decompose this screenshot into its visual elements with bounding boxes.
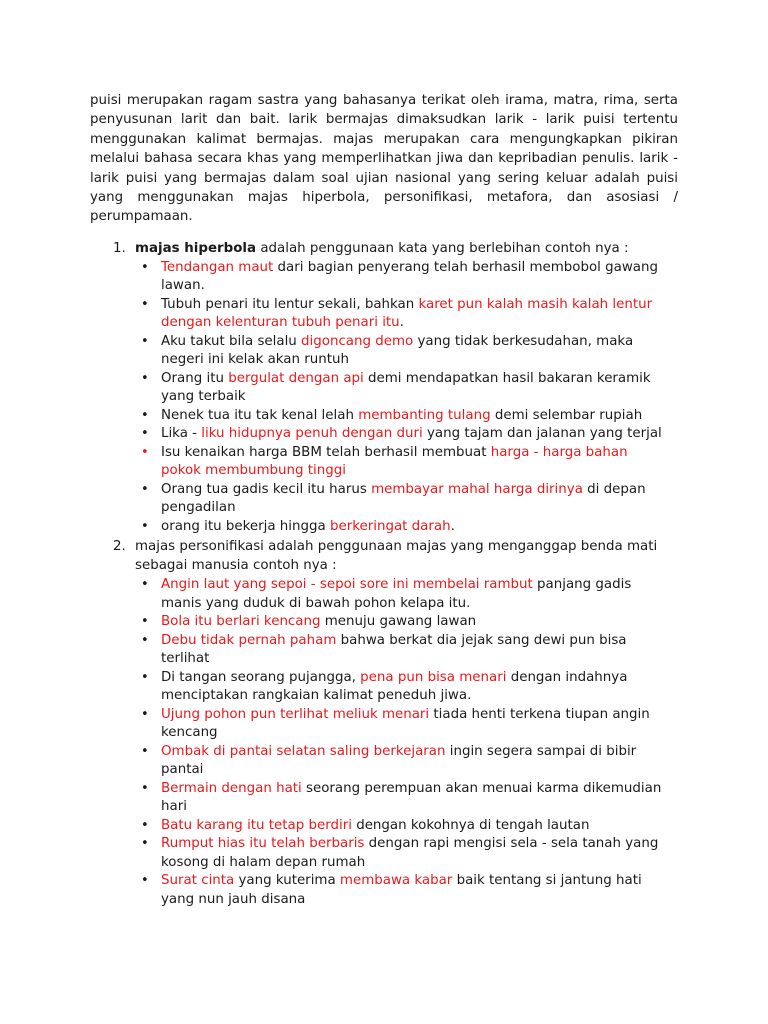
example-item (135, 743, 678, 780)
highlighted-majas-phrase: Batu karang itu tetap berdiri (161, 817, 352, 833)
example-item (135, 632, 678, 669)
example-item (135, 576, 678, 613)
example-text: menuju gawang lawan (320, 614, 477, 630)
example-text: Orang itu (161, 370, 229, 386)
example-text: yang kuterima (234, 873, 340, 889)
bullet-icon: • (141, 614, 149, 630)
highlighted-majas-phrase: Bola itu berlari kencang (161, 614, 321, 630)
example-text: dengan indahnya menciptakan rangkaian kalimat peneduh jiwa. (161, 669, 628, 704)
example-item (135, 518, 678, 537)
intro-paragraph: puisi merupakan ragam sastra yang bahasanya terikat oleh irama, matra, rima, serta penyusunan larit dan bait. larik bermajas dimaksudkan larik - larik puisi tertentu menggunakan kalimat bermajas. majas merupakan cara mengungkapkan pikiran melalui bahasa secara khas yang memperlihatkan jiwa dan kepribadian penulis. larik - larik puisi yang bermajas dalam soal ujian nasional yang sering keluar adalah puisi yang menggunakan majas hiperbola, personifikasi, metafora, dan asosiasi / perumpamaan. (90, 93, 678, 225)
example-text: Lika - (161, 426, 202, 442)
highlighted-majas-phrase: bergulat dengan api (228, 370, 364, 386)
example-text: Nenek tua itu tak kenal lelah (161, 407, 359, 423)
highlighted-majas-phrase: Angin laut yang sepoi - sepoi sore ini membelai rambut (161, 577, 533, 593)
example-item (135, 407, 678, 426)
highlighted-majas-phrase: digoncang demo (301, 333, 414, 349)
bullet-icon: • (141, 577, 149, 593)
bullet-icon: • (141, 706, 149, 722)
bullet-icon: • (141, 296, 149, 312)
example-text: Orang tua gadis kecil itu harus (161, 481, 372, 497)
example-item (135, 481, 678, 518)
bullet-icon: • (141, 873, 149, 889)
section-heading (135, 239, 678, 258)
bullet-icon: • (141, 259, 149, 275)
example-text: Isu kenaikan harga BBM telah berhasil membuat (161, 444, 491, 460)
example-text: . (399, 315, 404, 331)
example-item (135, 333, 678, 370)
example-text: baik tentang si jantung hati yang nun jauh disana (161, 873, 642, 907)
example-text: dengan rapi mengisi sela - sela tanah yang kosong di halam depan rumah (161, 836, 659, 870)
bullet-icon: • (141, 669, 149, 685)
highlighted-majas-phrase: karet pun kalah masih kalah lentur dengan kelenturan tubuh penari itu (161, 296, 653, 331)
example-text: Di tangan seorang pujangga, (161, 669, 361, 685)
highlighted-majas-phrase: membanting tulang (358, 407, 491, 423)
example-text: yang tidak berkesudahan, maka negeri ini kelak akan runtuh (161, 333, 634, 368)
highlighted-majas-phrase: harga - harga bahan pokok membumbung tinggi (161, 444, 628, 479)
highlighted-majas-phrase: Debu tidak pernah paham (161, 632, 337, 648)
section-title: majas hiperbola (135, 240, 257, 256)
bullet-icon: • (141, 632, 149, 648)
section-description: adalah penggunaan kata yang berlebihan contoh nya : (256, 240, 629, 256)
highlighted-majas-phrase: pena pun bisa menari (360, 669, 507, 685)
example-text: Aku takut bila selalu (161, 333, 302, 349)
example-text: tiada henti terkena tiupan angin kencang (161, 706, 650, 741)
example-item (135, 669, 678, 706)
example-text: yang tajam dan jalanan yang terjal (422, 426, 662, 442)
example-text: dari bagian penyerang telah berhasil membobol gawang lawan. (161, 259, 658, 294)
bullet-icon: • (141, 444, 149, 460)
highlighted-majas-phrase: liku hidupnya penuh dengan duri (201, 426, 423, 442)
example-text: ingin segera sampai di bibir pantai (161, 743, 637, 778)
example-item (135, 370, 678, 407)
example-text: seorang perempuan akan menuai karma dikemudian hari (161, 780, 662, 815)
example-text: panjang gadis manis yang duduk di bawah pohon kelapa itu. (161, 577, 632, 611)
example-text: orang itu bekerja hingga (161, 518, 330, 534)
example-item (135, 296, 678, 333)
bullet-icon: • (141, 333, 149, 349)
example-text: demi selembar rupiah (490, 407, 643, 423)
bullet-icon: • (141, 836, 149, 852)
example-item (135, 780, 678, 817)
example-text: Tubuh penari itu lentur sekali, bahkan (161, 296, 419, 312)
example-list (135, 576, 678, 909)
highlighted-majas-phrase: Ujung pohon pun terlihat meliuk menari (161, 706, 430, 722)
example-item (135, 706, 678, 743)
majas-sections-list (90, 239, 678, 910)
highlighted-majas-phrase: membawa kabar (339, 873, 453, 889)
section-number: 1. (113, 240, 126, 256)
highlighted-majas-phrase: Surat cinta (161, 873, 235, 889)
bullet-icon: • (141, 370, 149, 386)
bullet-icon: • (141, 518, 149, 534)
section-item (90, 239, 678, 537)
bullet-icon: • (141, 817, 149, 833)
example-text: demi mendapatkan hasil bakaran keramik yang terbaik (161, 370, 651, 405)
section-description: majas personifikasi adalah penggunaan majas yang menganggap benda mati sebagai manusia contoh nya : (135, 539, 658, 574)
example-item (135, 872, 678, 909)
example-item (135, 817, 678, 836)
bullet-icon: • (141, 780, 149, 796)
highlighted-majas-phrase: membayar mahal harga dirinya (371, 481, 583, 497)
highlighted-majas-phrase: berkeringat darah (329, 518, 451, 534)
section-item (90, 537, 678, 909)
example-item (135, 444, 678, 481)
highlighted-majas-phrase: Rumput hias itu telah berbaris (161, 836, 365, 852)
section-number: 2. (113, 539, 126, 555)
bullet-icon: • (141, 743, 149, 759)
example-item (135, 425, 678, 444)
example-text: bahwa berkat dia jejak sang dewi pun bisa terlihat (161, 632, 627, 667)
bullet-icon: • (141, 407, 149, 423)
section-heading (135, 537, 678, 575)
highlighted-majas-phrase: Tendangan maut (161, 259, 274, 275)
example-item (135, 835, 678, 872)
highlighted-majas-phrase: Bermain dengan hati (161, 780, 302, 796)
highlighted-majas-phrase: Ombak di pantai selatan saling berkejaran (161, 743, 446, 759)
example-text: dengan kokohnya di tengah lautan (351, 817, 590, 833)
example-list (135, 259, 678, 537)
bullet-icon: • (141, 481, 149, 497)
example-text: di depan pengadilan (161, 481, 646, 516)
bullet-icon: • (141, 426, 149, 442)
example-item (135, 259, 678, 296)
example-item (135, 613, 678, 632)
example-text: . (450, 518, 455, 534)
